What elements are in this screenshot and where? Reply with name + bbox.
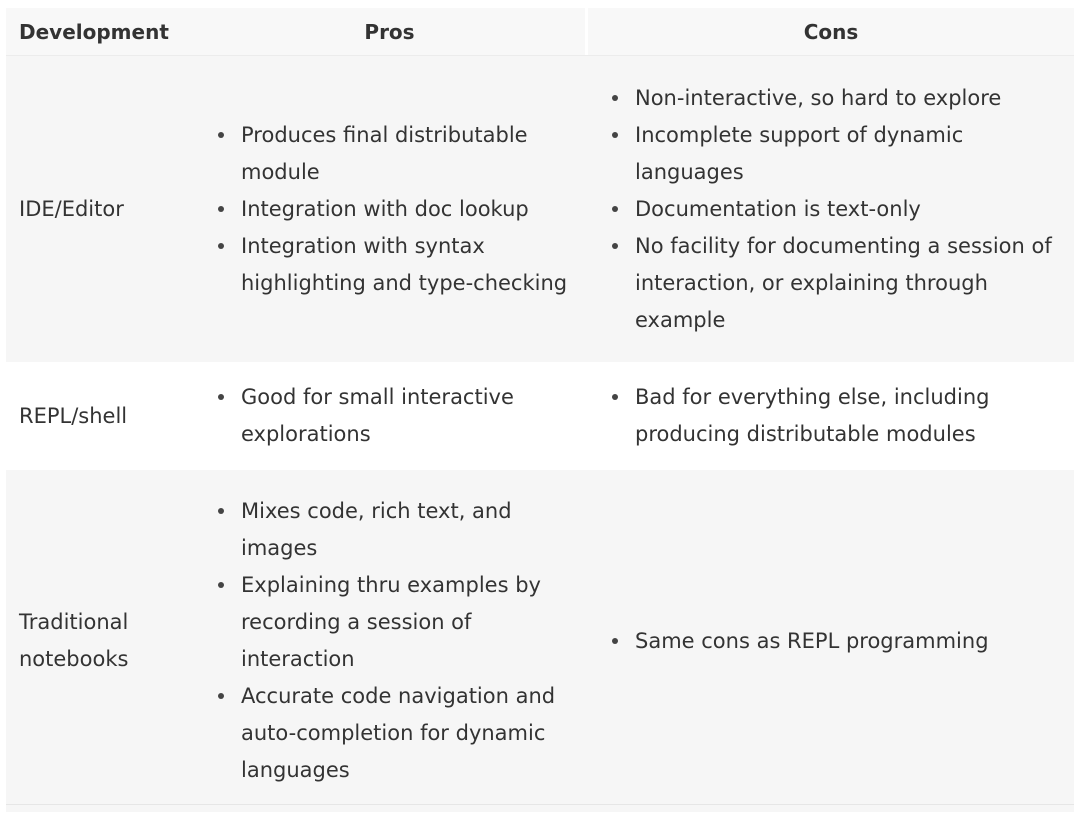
cons-cell: [588, 470, 1074, 812]
pros-item: Produces final distributable module: [206, 117, 574, 191]
cons-cell: [588, 362, 1074, 470]
development-cell: [6, 470, 194, 812]
table-row: [6, 470, 1074, 812]
cons-item: Incomplete support of dynamic languages: [600, 117, 1060, 191]
cons-list: [600, 623, 989, 660]
pros-list: [206, 493, 574, 789]
development-label: Traditional notebooks: [19, 610, 129, 671]
cons-item: Same cons as REPL programming: [600, 623, 989, 660]
header-cons: Cons: [803, 19, 859, 44]
development-label: IDE/Editor: [19, 196, 124, 221]
pros-cell: [194, 362, 588, 470]
table-header-row: [6, 8, 1074, 56]
cons-item: Documentation is text-only: [600, 191, 1060, 228]
development-cell: [6, 362, 194, 470]
header-development: Development: [19, 19, 169, 44]
cons-item: No facility for documenting a session of interaction, or explaining through example: [600, 228, 1060, 339]
table-row: [6, 56, 1074, 362]
pros-item: Mixes code, rich text, and images: [206, 493, 574, 567]
header-pros: Pros: [194, 8, 588, 55]
pros-list: [206, 117, 574, 302]
pros-cell: [194, 56, 588, 362]
table-bottom-border: [6, 804, 1074, 805]
cons-list: [600, 80, 1060, 339]
cons-cell: [588, 56, 1074, 362]
cons-item: Bad for everything else, including producing distributable modules: [600, 379, 1060, 453]
pros-item: Explaining thru examples by recording a session of interaction: [206, 567, 574, 678]
development-label: REPL/shell: [19, 403, 128, 428]
cons-list: [600, 379, 1060, 453]
development-cell: [6, 56, 194, 362]
cons-item: Non-interactive, so hard to explore: [600, 80, 1060, 117]
pros-item: Good for small interactive explorations: [206, 379, 574, 453]
pros-item: Integration with syntax highlighting and type-checking: [206, 228, 574, 302]
pros-item: Integration with doc lookup: [206, 191, 574, 228]
table-row: [6, 362, 1074, 470]
pros-item: Accurate code navigation and auto-completion for dynamic languages: [206, 678, 574, 789]
pros-cell: [194, 470, 588, 812]
comparison-table: [6, 8, 1074, 812]
pros-list: [206, 379, 574, 453]
